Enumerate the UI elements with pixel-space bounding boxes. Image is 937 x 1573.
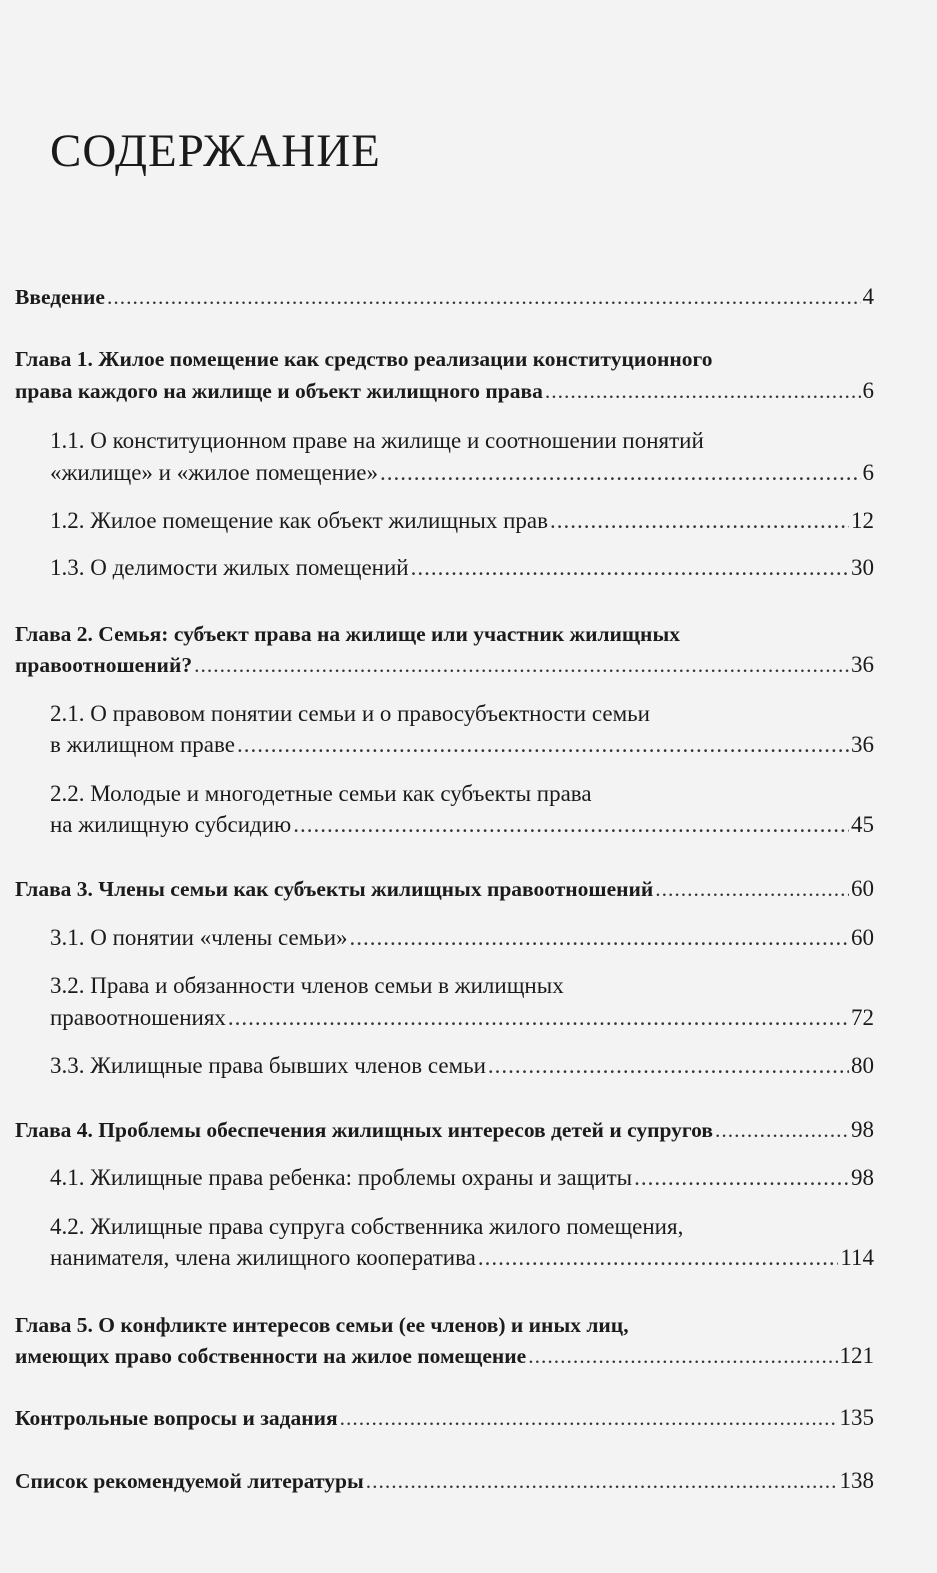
toc-entry-text: 1.1. О конституционном праве на жилище и соотношении понятий xyxy=(50,428,704,453)
toc-entry-lastline xyxy=(15,1404,874,1432)
toc-page-number: 12 xyxy=(851,508,874,533)
toc-entry-lastline xyxy=(50,1004,874,1032)
toc-entry-text: 2.1. О правовом понятии семьи и о правосубъектности семьи xyxy=(50,701,650,726)
toc-page-number: 98 xyxy=(851,1165,874,1190)
toc-entry-text: «жилище» и «жилое помещение» xyxy=(50,460,379,485)
toc-entry-text: в жилищном праве xyxy=(50,732,235,757)
toc-entry-text: права каждого на жилище и объект жилищного права xyxy=(15,379,543,403)
toc-page-number: 138 xyxy=(839,1468,874,1493)
toc-entry-text: 1.2. Жилое помещение как объект жилищных прав xyxy=(50,508,548,533)
dot-leader xyxy=(340,1404,838,1432)
toc-entry-lastline xyxy=(15,1342,874,1370)
dot-leader xyxy=(293,811,849,839)
toc-entry-text: правоотношений? xyxy=(15,653,193,677)
toc-page-number: 121 xyxy=(839,1343,874,1368)
dot-leader xyxy=(550,507,849,535)
toc-page-number: 60 xyxy=(851,876,874,901)
toc-entry-text: Глава 5. О конфликте интересов семьи (ее членов) и иных лиц, xyxy=(15,1313,629,1337)
dot-leader xyxy=(488,1052,849,1080)
toc-entry-lastline xyxy=(50,507,874,535)
dot-leader xyxy=(634,1164,849,1192)
dot-leader xyxy=(478,1244,838,1272)
dot-leader xyxy=(655,875,849,903)
dot-leader xyxy=(107,283,861,311)
toc-entry-lastline xyxy=(15,283,874,311)
dot-leader xyxy=(366,1467,838,1495)
toc-page-number: 36 xyxy=(851,652,874,677)
toc-page-number: 6 xyxy=(862,460,874,485)
dot-leader xyxy=(237,731,849,759)
dot-leader xyxy=(194,651,849,679)
toc-entry-lastline xyxy=(50,1164,874,1192)
toc-entry-lastline xyxy=(50,1244,874,1272)
page-title: СОДЕРЖАНИЕ xyxy=(50,125,381,177)
toc-entry-text: Введение xyxy=(15,285,105,309)
toc-entry-text: на жилищную субсидию xyxy=(50,812,292,837)
dot-leader xyxy=(411,554,849,582)
toc-entry-text: нанимателя, члена жилищного кооператива xyxy=(50,1245,476,1270)
dot-leader xyxy=(380,459,860,487)
toc-entry-text: Глава 2. Семья: субъект права на жилище или участник жилищных xyxy=(15,622,680,646)
toc-entry-text: Список рекомендуемой литературы xyxy=(15,1469,364,1493)
dot-leader xyxy=(350,924,849,952)
toc-entry-text: имеющих право собственности на жилое помещение xyxy=(15,1344,527,1368)
toc-entry-lastline xyxy=(15,1116,874,1144)
toc-page-number: 80 xyxy=(851,1053,874,1078)
toc-page-number: 36 xyxy=(851,732,874,757)
toc-entry-lastline xyxy=(50,554,874,582)
toc-entry-text: 3.2. Права и обязанности членов семьи в жилищных xyxy=(50,973,564,998)
toc-page-number: 60 xyxy=(851,925,874,950)
toc-entry-text: 1.3. О делимости жилых помещений xyxy=(50,555,409,580)
toc-entry-text: 3.3. Жилищные права бывших членов семьи xyxy=(50,1053,486,1078)
toc-page-number: 114 xyxy=(840,1245,874,1270)
toc-entry-text: Глава 4. Проблемы обеспечения жилищных интересов детей и супругов xyxy=(15,1118,713,1142)
toc-page-number: 30 xyxy=(851,555,874,580)
toc-entry-lastline xyxy=(50,1052,874,1080)
toc-entry-lastline xyxy=(15,875,874,903)
toc-entry-text: Контрольные вопросы и задания xyxy=(15,1406,338,1430)
toc-entry-text: правоотношениях xyxy=(50,1005,226,1030)
toc-page-number: 45 xyxy=(851,812,874,837)
toc-entry-text: Глава 3. Члены семьи как субъекты жилищных правоотношений xyxy=(15,877,654,901)
toc-page-number: 6 xyxy=(862,378,874,403)
toc-entry-lastline xyxy=(50,731,874,759)
toc-entry-lastline xyxy=(15,1467,874,1495)
toc-entry-lastline xyxy=(50,811,874,839)
toc-entry-text: 2.2. Молодые и многодетные семьи как субъекты права xyxy=(50,781,592,806)
toc-page-number: 4 xyxy=(862,284,874,309)
toc-entry-lastline xyxy=(15,651,874,679)
dot-leader xyxy=(545,377,861,405)
toc-entry-lastline xyxy=(50,459,874,487)
toc-page-number: 98 xyxy=(851,1117,874,1142)
toc-entry-text: Глава 1. Жилое помещение как средство реализации конституционного xyxy=(15,347,713,371)
toc-entry-lastline xyxy=(15,377,874,405)
toc-entry-text: 4.1. Жилищные права ребенка: проблемы охраны и защиты xyxy=(50,1165,633,1190)
toc-entry-text: 3.1. О понятии «члены семьи» xyxy=(50,925,348,950)
dot-leader xyxy=(528,1342,837,1370)
dot-leader xyxy=(715,1116,849,1144)
dot-leader xyxy=(228,1004,849,1032)
toc-page-number: 72 xyxy=(851,1005,874,1030)
toc-entry-lastline xyxy=(50,924,874,952)
toc-entry-text: 4.2. Жилищные права супруга собственника жилого помещения, xyxy=(50,1214,684,1239)
toc-page-number: 135 xyxy=(839,1405,874,1430)
